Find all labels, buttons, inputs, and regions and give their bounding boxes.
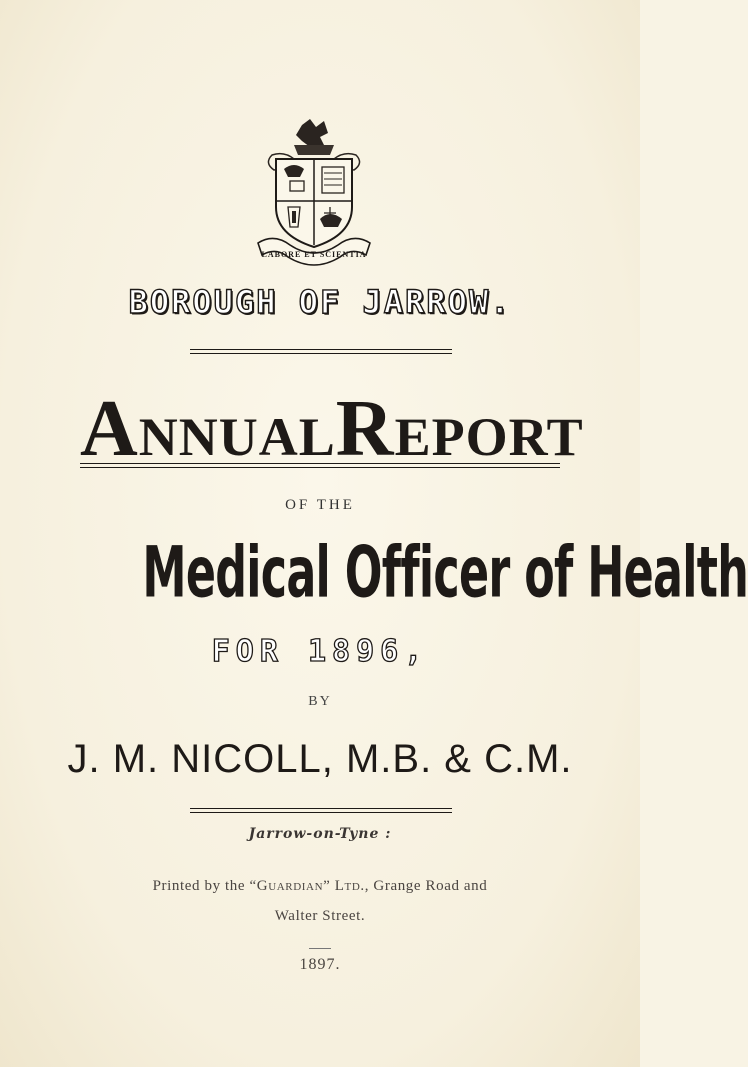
by-label: BY	[308, 694, 332, 709]
author-name: J. M. NICOLL, M.B. & C.M.	[67, 737, 573, 781]
report-title-word-annual: ANNUAL	[80, 385, 336, 473]
report-year: FOR 1896,	[211, 634, 429, 669]
printer-line-1: Printed by the “Guardian” Ltd., Grange Road and	[152, 878, 488, 894]
printer-details	[40, 871, 600, 931]
subject-title: Medical Officer of Health	[142, 531, 748, 615]
place-of-printing: Jarrow-on-Tyne :	[248, 826, 392, 842]
subject-title-box	[80, 531, 748, 621]
of-the-label: OF THE	[285, 497, 355, 513]
short-divider	[309, 948, 331, 949]
divider-rule	[190, 808, 452, 813]
publication-year: 1897.	[299, 956, 341, 973]
svg-text:LABORE ET SCIENTIA: LABORE ET SCIENTIA	[261, 250, 367, 259]
printer-line-2: Walter Street.	[274, 908, 366, 924]
borough-coat-of-arms-icon	[254, 115, 374, 275]
divider-rule	[190, 353, 452, 354]
borough-title: BOROUGH OF JARROW.	[128, 283, 512, 321]
report-title-word-report: REPORT	[335, 385, 584, 473]
report-title	[80, 385, 584, 473]
coat-of-arms	[254, 115, 374, 275]
title-underline	[80, 463, 560, 468]
divider-rule	[190, 349, 452, 350]
